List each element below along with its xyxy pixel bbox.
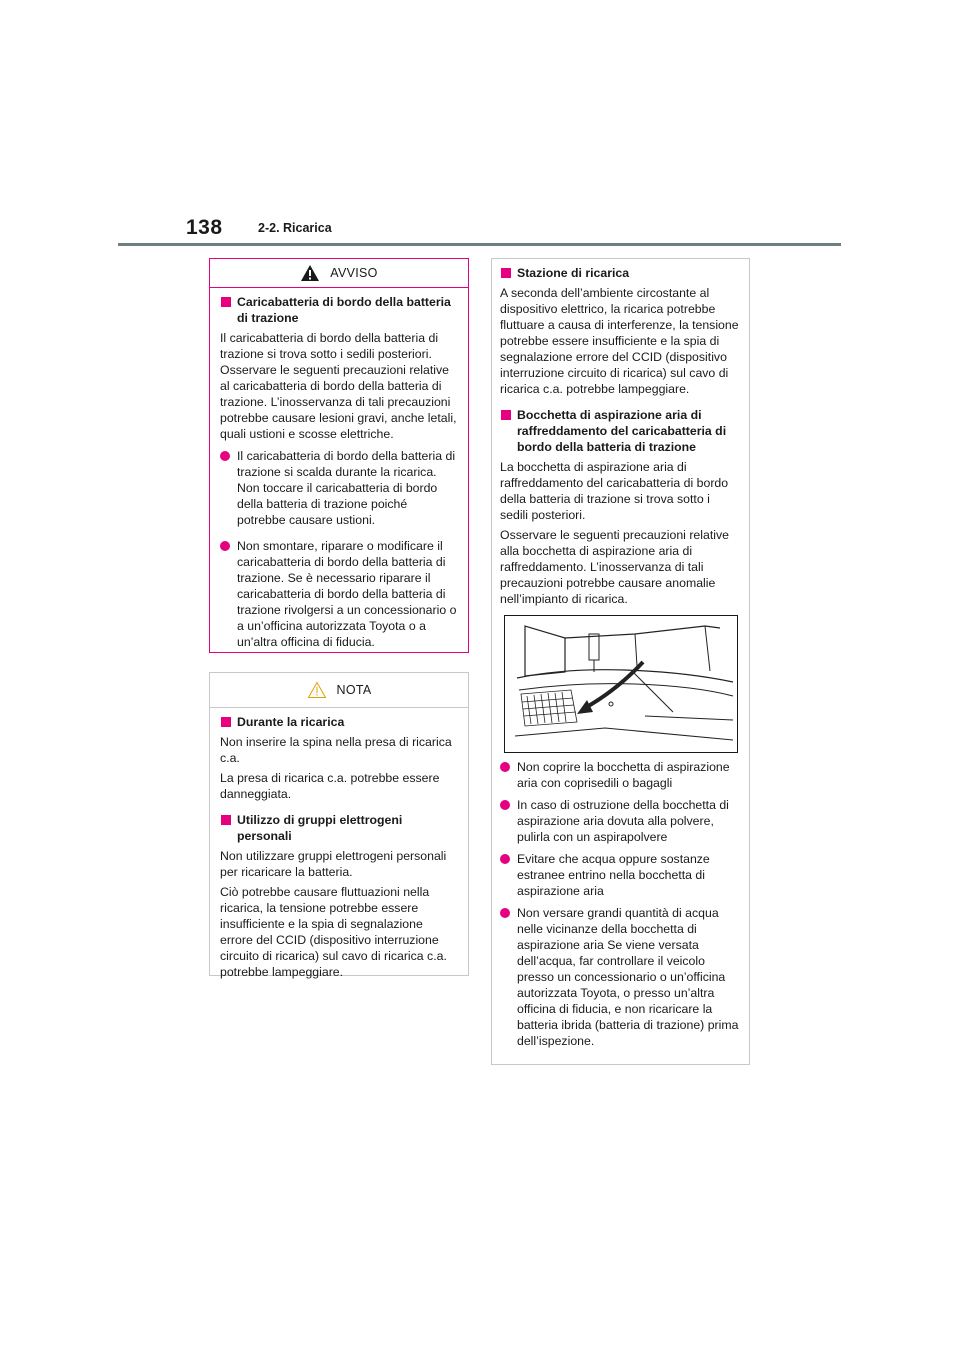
bullet-dot-icon <box>500 908 510 918</box>
bullet-dot-icon <box>220 451 230 461</box>
notice-header <box>210 673 468 708</box>
notice-label: NOTA <box>336 683 372 697</box>
notice-box <box>209 672 469 979</box>
warning-heading: Caricabatteria di bordo della batteria di trazione <box>220 294 458 326</box>
air-intake-bullet-text: Evitare che acqua oppure sostanze estranee entrino nella bocchetta di aspirazione aria <box>517 852 710 898</box>
air-intake-bullet-text: In caso di ostruzione della bocchetta di aspirazione aria dovuta alla polvere, pulirla con un aspirapolvere <box>517 798 729 844</box>
bullet-dot-icon <box>500 762 510 772</box>
warning-bullet <box>220 448 458 528</box>
notice-paragraph: Ciò potrebbe causare fluttuazioni nella ricarica, la tensione potrebbe essere insufficiente e la spia di segnalazione errore del CCID (dispositivo interruzione circuito di ricarica) sul cavo di ricarica c.a. potrebbe lampeggiare. <box>220 885 447 979</box>
notice-heading: Durante la ricarica <box>220 714 458 730</box>
right-column <box>491 258 750 1065</box>
air-intake-heading: Bocchetta di aspirazione aria di raffreddamento del caricabatteria di bordo della batteria di trazione <box>500 407 741 455</box>
caution-triangle-outline-icon <box>307 681 327 699</box>
charging-station-paragraph: A seconda dell’ambiente circostante al dispositivo elettrico, la ricarica potrebbe fluttuare a causa di interferenze, la tensione potrebbe essere insufficiente e la spia di segnalazione errore del CCID (dispositivo interruzione circuito di ricarica) sul cavo di ricarica c.a. potrebbe lampeggiare. <box>500 286 739 396</box>
bullet-dot-icon <box>500 854 510 864</box>
warning-label: AVVISO <box>330 266 378 280</box>
page-number: 138 <box>186 216 223 239</box>
air-intake-bullet <box>500 759 741 791</box>
warning-intro: Il caricabatteria di bordo della batteria di trazione si trova sotto i sedili posteriori. Osservare le seguenti precauzioni relative al caricabatteria di bordo della batteria di trazione. L’inosservanza di tali precauzioni potrebbe causare lesioni gravi, anche letali, quali ustioni e scosse elettriche. <box>220 331 457 441</box>
warning-triangle-icon <box>300 264 320 282</box>
notice-heading: Utilizzo di gruppi elettrogeni personali <box>220 812 458 844</box>
notice-paragraph: Non inserire la spina nella presa di ricarica c.a. <box>220 735 452 765</box>
charging-station-heading: Stazione di ricarica <box>500 265 741 281</box>
header-rule <box>118 243 841 246</box>
notice-paragraph: Non utilizzare gruppi elettrogeni personali per ricaricare la batteria. <box>220 849 447 879</box>
air-intake-vent-illustration <box>505 616 737 752</box>
bullet-dot-icon <box>220 541 230 551</box>
warning-bullet <box>220 538 458 650</box>
warning-box <box>209 258 469 653</box>
section-title: 2-2. Ricarica <box>258 221 332 235</box>
air-intake-bullet-text: Non versare grandi quantità di acqua nelle vicinanze della bocchetta di aspirazione aria Se viene versata dell’acqua, far controllare il veicolo presso un concessionario o un’officina autorizzata Toyota, o presso un’altra officina di fiducia, e non ricaricare la batteria ibrida (batteria di trazione) prima dell’ispezione. <box>517 906 739 1048</box>
air-intake-bullet <box>500 851 741 899</box>
warning-bullet-text: Il caricabatteria di bordo della batteria di trazione si scalda durante la ricarica. Non toccare il caricabatteria di bordo della batteria di trazione poiché potrebbe causare ustioni. <box>237 449 456 527</box>
notice-paragraph: La presa di ricarica c.a. potrebbe essere danneggiata. <box>220 771 440 801</box>
air-intake-paragraph: Osservare le seguenti precauzioni relative alla bocchetta di aspirazione aria di raffreddamento. L’inosservanza di tali precauzioni potrebbe causare anomalie nell’impianto di ricarica. <box>500 528 729 606</box>
air-intake-paragraph: La bocchetta di aspirazione aria di raffreddamento del caricabatteria di bordo della batteria di trazione si trova sotto i sedili posteriori. <box>500 460 729 522</box>
air-intake-bullet <box>500 797 741 845</box>
warning-bullet-text: Non smontare, riparare o modificare il caricabatteria di bordo della batteria di trazione. Se è necessario riparare il caricabatteria di bordo della batteria di trazione rivolgersi a un concessionario o a un’officina autorizzata Toyota o a un’altra officina di fiducia. <box>237 539 457 649</box>
warning-header <box>210 259 468 288</box>
air-intake-bullet-text: Non coprire la bocchetta di aspirazione aria con coprisedili o bagagli <box>517 760 730 790</box>
rear-seat-air-intake-illustration <box>504 615 738 753</box>
air-intake-bullet <box>500 905 741 1049</box>
bullet-dot-icon <box>500 800 510 810</box>
